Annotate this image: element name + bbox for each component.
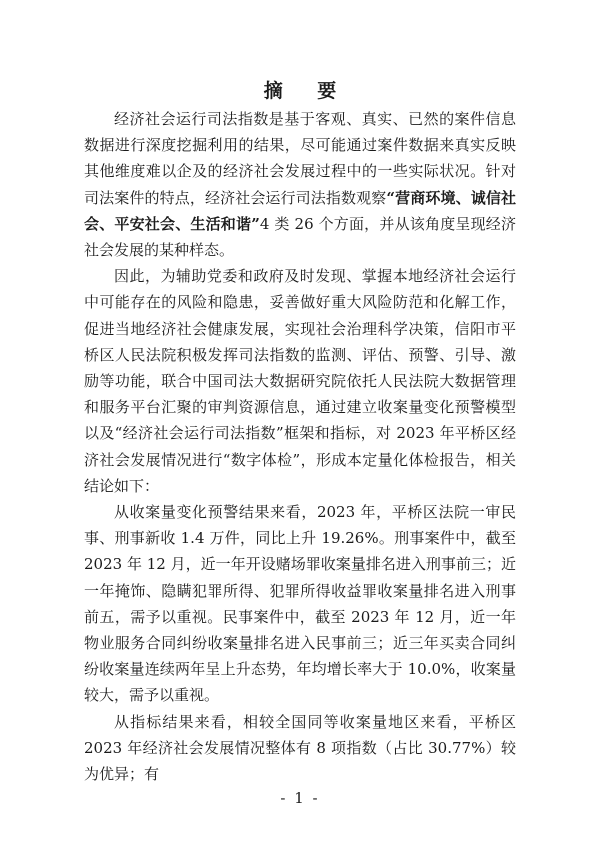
paragraph-4-text: 从指标结果来看，相较全国同等收案量地区来看，平桥区 2023 年经济社会发展情况整体有 8 项指数（占比 30.77%）较为优异；有 bbox=[84, 712, 516, 784]
paragraph-3 bbox=[84, 499, 516, 709]
paragraph-1-text-1: 经济社会运行司法指数是基于客观、真实、已然的案件信息数据进行深度挖掘利用的结果，尽可能通过案件数据来真实反映其他维度难以企及的经济社会发展过程中的一些实际状况。针对司法案件的特点，经济社会运行司法指数观察 bbox=[84, 110, 516, 207]
paragraph-3-text: 从收案量变化预警结果来看，2023 年，平桥区法院一审民事、刑事新收 1.4 万件，同比上升 19.26%。刑事案件中，截至 2023 年 12 月，近一年开设赌场罪收案量排名进入刑事前三；近一年掩饰、隐瞒犯罪所得、犯罪所得收益罪收案量排名进入刑事前五，需予以重视。民事案件中，截至 2023 年 12 月，近一年物业服务合同纠纷收案量排名进入民事前三；近三年买卖合同纠纷收案量连续两年呈上升态势，年均增长率大于 10.0%，收案量较大，需予以重视。 bbox=[84, 503, 516, 705]
paragraph-4 bbox=[84, 709, 516, 788]
paragraph-1 bbox=[84, 106, 516, 263]
paragraph-2-text: 因此，为辅助党委和政府及时发现、掌握本地经济社会运行中可能存在的风险和隐患，妥善做好重大风险防范和化解工作，促进当地经济社会健康发展，实现社会治理科学决策，信阳市平桥区人民法院积极发挥司法指数的监测、评估、预警、引导、激励等功能，联合中国司法大数据研究院依托人民法院大数据管理和服务平台汇聚的审判资源信息，通过建立收案量变化预警模型以及“经济社会运行司法指数”框架和指标，对 2023 年平桥区经济社会发展情况进行“数字体检”，形成本定量化体检报告，相关结论如下： bbox=[84, 267, 516, 495]
page-title: 摘 要 bbox=[263, 80, 351, 102]
paragraph-2 bbox=[84, 263, 516, 499]
paragraph-1-bold-text: “营商环境、诚信社会、平安社会、生活和谐” bbox=[84, 188, 516, 233]
paragraph-1-text-2: 4 类 26 个方面，并从该角度呈现经济社会发展的某种样态。 bbox=[84, 214, 516, 260]
document-body bbox=[84, 106, 516, 787]
page-number: - 1 - bbox=[280, 789, 320, 807]
